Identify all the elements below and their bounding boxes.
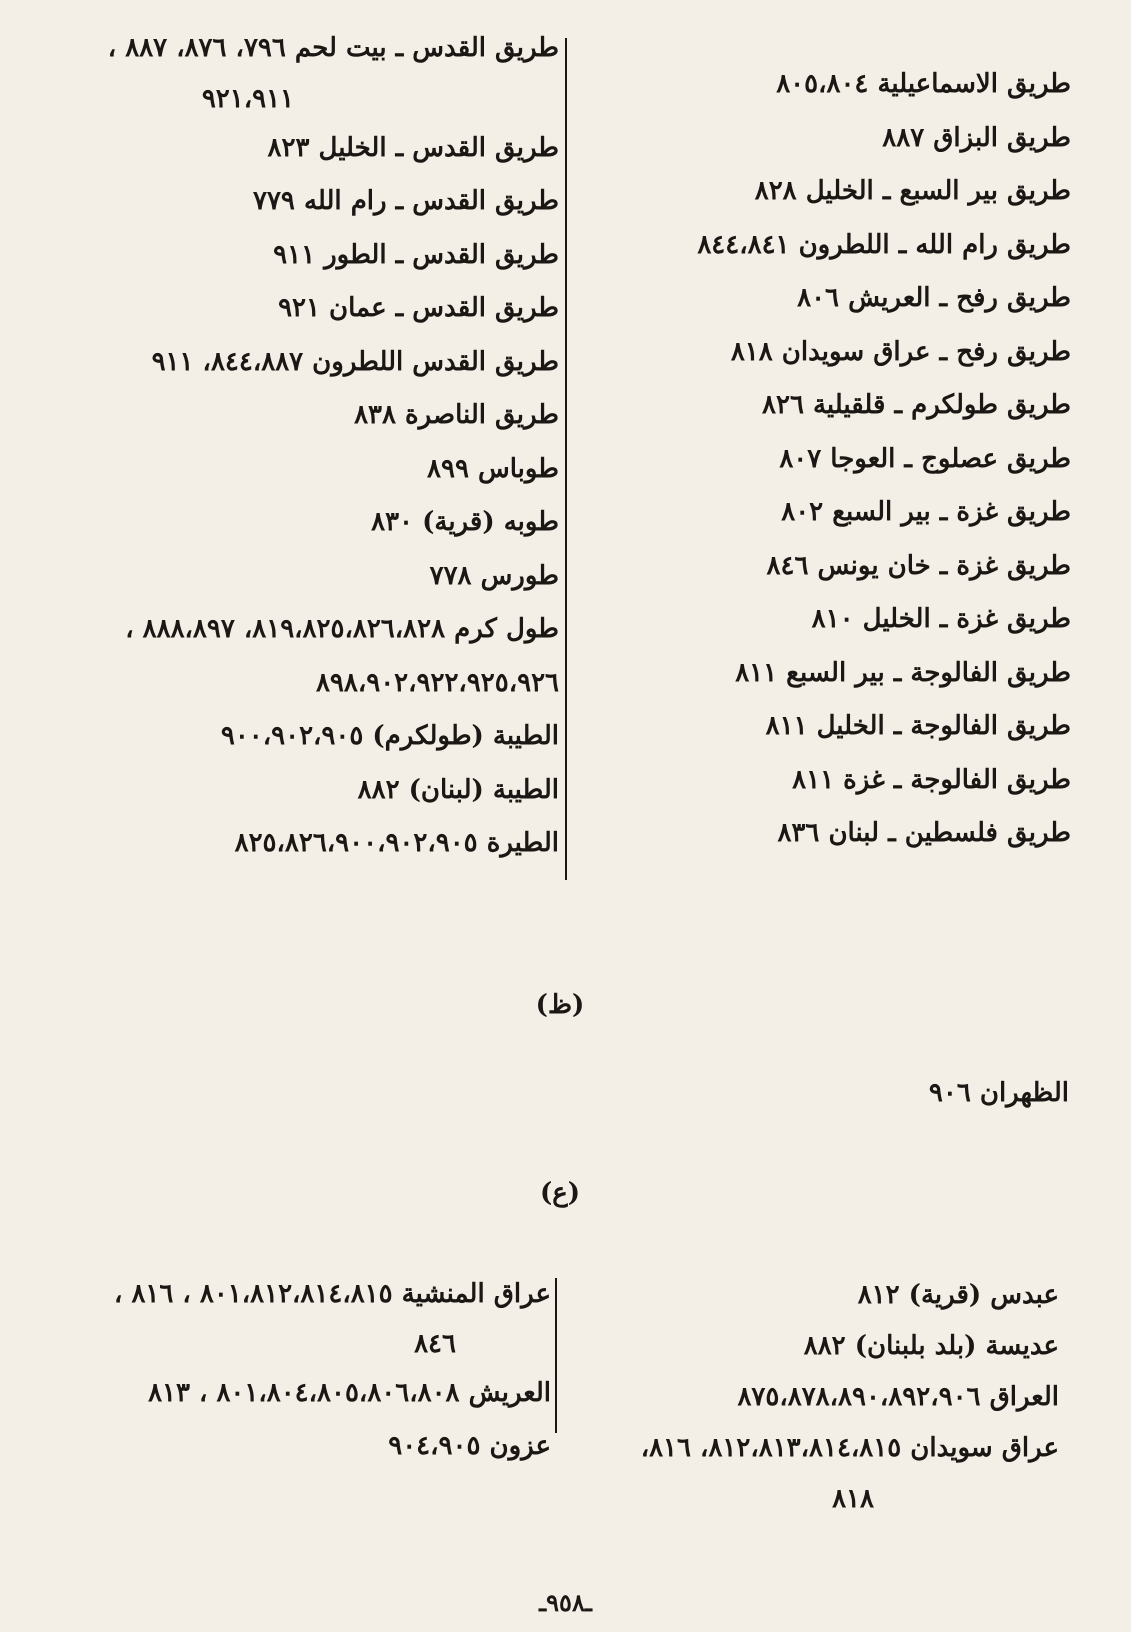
index-entry: الطيبة (طولكرم) ٩٠٠،٩٠٢،٩٠٥ <box>220 721 559 751</box>
index-entry-continuation: ٩٢١،٩١١ <box>201 83 294 114</box>
index-entry: طريق القدس ـ رام الله ٧٧٩ <box>253 186 559 216</box>
index-entry: طريق الفالوجة ـ بير السبع ٨١١ <box>735 657 1071 688</box>
index-column-zah <box>929 1073 1069 1113</box>
index-entry: طريق البزاق ٨٨٧ <box>882 122 1071 153</box>
index-entry: طريق القدس اللطرون ٨٤٤،٨٨٧، ٩١١ <box>151 346 559 377</box>
index-entry: الطيرة ٨٢٥،٨٢٦،٩٠٠،٩٠٢،٩٠٥ <box>234 828 559 858</box>
index-column-left <box>19 22 559 871</box>
index-entry: طريق الفالوجة ـ الخليل ٨١١ <box>765 711 1071 741</box>
index-entry: طريق رفح ـ عراق سويدان ٨١٨ <box>730 336 1071 367</box>
index-column-right-ain <box>559 1270 1059 1525</box>
index-entry: طريق القدس ـ بيت لحم ٧٩٦، ٨٧٦، ٨٨٧ ، <box>107 33 559 63</box>
index-entry: عراق سويدان ٨١٢،٨١٣،٨١٤،٨١٥، ٨١٦، <box>640 1433 1059 1463</box>
section-heading-ain: (ع) <box>539 1178 581 1208</box>
index-entry: عزون ٩٠٤،٩٠٥ <box>388 1431 551 1461</box>
index-entry: طريق بير السبع ـ الخليل ٨٢٨ <box>754 176 1071 206</box>
index-entry: عديسة (بلد بلبنان) ٨٨٢ <box>803 1331 1059 1361</box>
index-entry: طريق الناصرة ٨٣٨ <box>354 400 559 430</box>
index-entry: طريق غزة ـ الخليل ٨١٠ <box>811 604 1071 634</box>
index-column-left-ain <box>11 1268 551 1473</box>
index-column-right <box>591 58 1071 861</box>
section-heading-zah: (ظ) <box>535 990 585 1020</box>
index-entry: الطيبة (لبنان) ٨٨٢ <box>357 774 559 805</box>
index-entry: العراق ٨٧٥،٨٧٨،٨٩٠،٨٩٢،٩٠٦ <box>737 1382 1059 1412</box>
column-divider-bottom <box>555 1278 557 1433</box>
index-entry: طريق الاسماعيلية ٨٠٥،٨٠٤ <box>776 69 1071 99</box>
index-entry: عراق المنشية ٨٠١،٨١٢،٨١٤،٨١٥ ، ٨١٦ ، <box>114 1279 551 1309</box>
index-entry: طريق عصلوج ـ العوجا ٨٠٧ <box>779 443 1071 474</box>
index-entry-continuation: ٨٩٨،٩٠٢،٩٢٢،٩٢٥،٩٢٦ <box>315 667 559 698</box>
index-entry: طريق طولكرم ـ قلقيلية ٨٢٦ <box>762 390 1071 420</box>
index-entry: طريق غزة ـ بير السبع ٨٠٢ <box>781 497 1071 527</box>
index-entry: طريق رام الله ـ اللطرون ٨٤٤،٨٤١ <box>697 229 1071 260</box>
index-entry: طريق الفالوجة ـ غزة ٨١١ <box>792 764 1071 795</box>
index-entry: طوباس ٨٩٩ <box>427 453 559 484</box>
index-entry: طريق القدس ـ الطور ٩١١ <box>273 239 559 270</box>
index-entry: طريق القدس ـ الخليل ٨٢٣ <box>267 132 559 163</box>
index-entry: الظهران ٩٠٦ <box>928 1078 1069 1108</box>
index-entry: طول كرم ٨١٩،٨٢٥،٨٢٦،٨٢٨، ٨٨٨،٨٩٧ ، <box>125 614 559 644</box>
index-entry: طريق فلسطين ـ لبنان ٨٣٦ <box>777 818 1071 848</box>
index-entry: طريق غزة ـ خان يونس ٨٤٦ <box>766 550 1071 581</box>
page-number: ـ٩٥٨ـ <box>539 1588 592 1617</box>
index-entry: طريق رفح ـ العريش ٨٠٦ <box>797 283 1071 313</box>
index-entry: طوبه (قرية) ٨٣٠ <box>371 507 559 537</box>
column-divider-top <box>565 38 567 880</box>
index-entry: طورس ٧٧٨ <box>429 560 559 591</box>
index-entry-continuation: ٨١٨ <box>832 1484 874 1514</box>
index-entry: طريق القدس ـ عمان ٩٢١ <box>278 293 559 323</box>
index-entry: عبدس (قرية) ٨١٢ <box>857 1280 1059 1310</box>
index-entry: العريش ٨٠١،٨٠٤،٨٠٥،٨٠٦،٨٠٨ ، ٨١٣ <box>148 1378 551 1408</box>
index-entry-continuation: ٨٤٦ <box>414 1329 456 1359</box>
